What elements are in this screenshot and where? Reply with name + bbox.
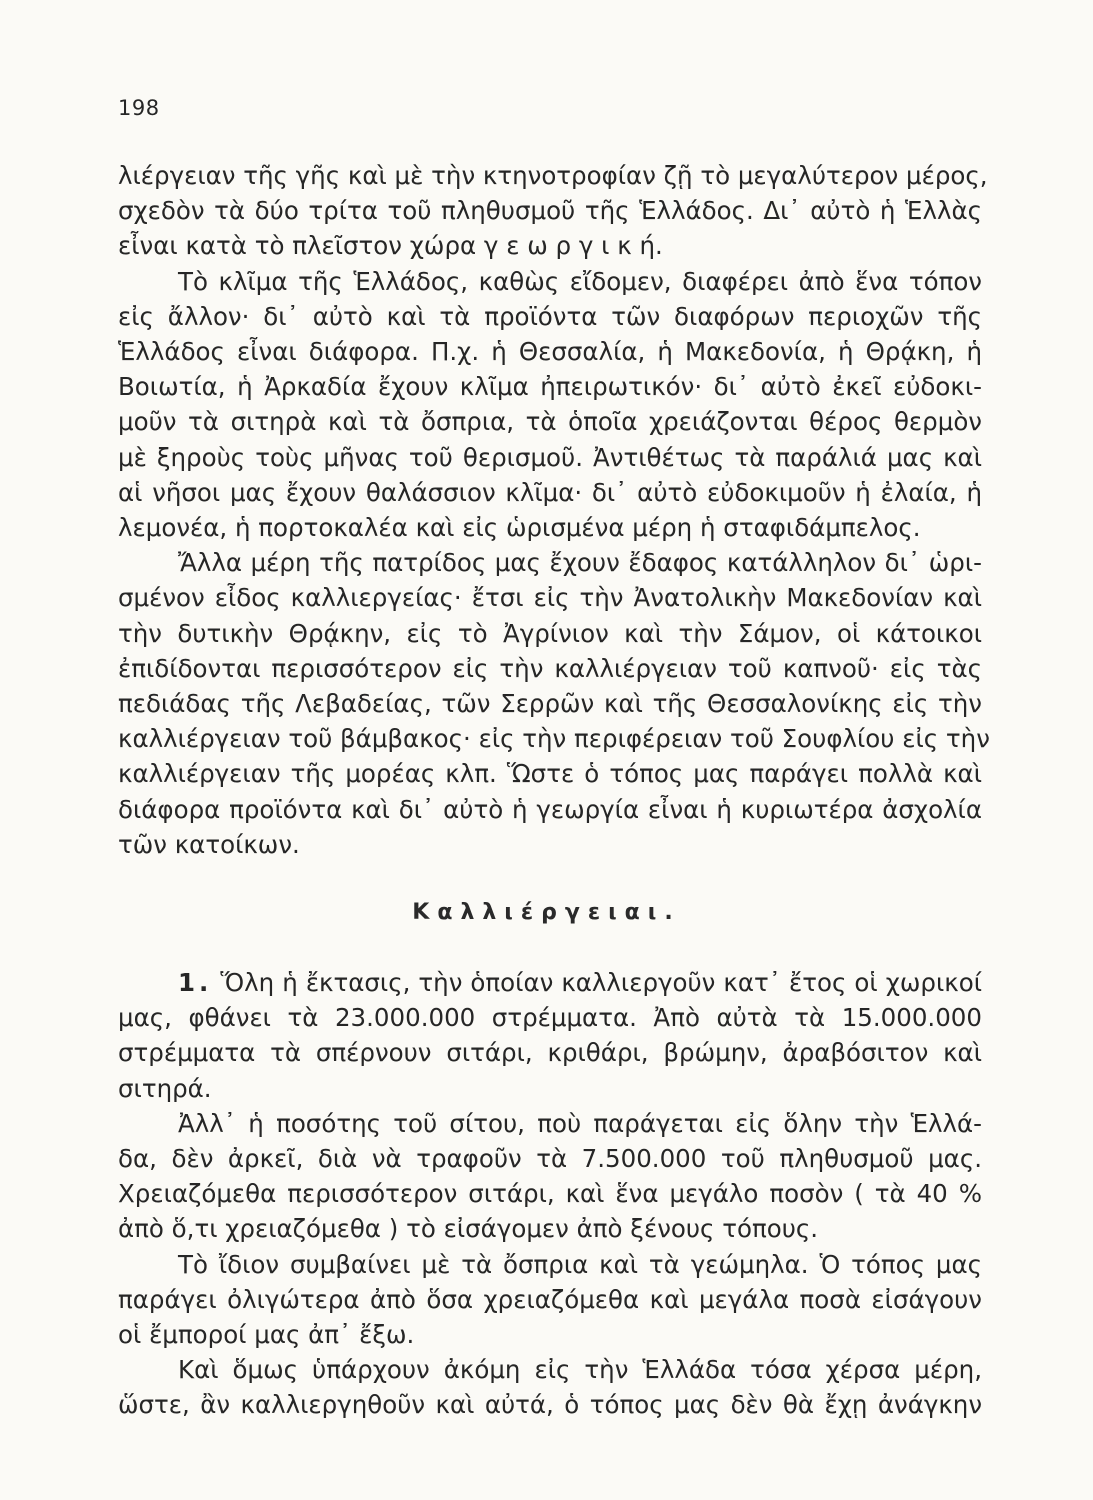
line-text: λιέργειαν τῆς γῆς καὶ μὲ τὴν κτηνοτροφίαν ζῇ τὸ μεγαλύτερον μέρος, (118, 161, 988, 190)
text-line (118, 510, 982, 545)
line-text: μας, φθάνει τὰ 23.000.000 στρέμματα. Ἀπὸ αὐτὰ τὰ 15.000.000 (118, 1003, 982, 1033)
line-text: λεμονέα, ἡ πορτοκαλέα καὶ εἰς ὡρισμένα μέρη ἡ σταφιδάμπελος. (118, 513, 921, 543)
line-text: παράγει ὀλιγώτερα ἀπὸ ὅσα χρειαζόμεθα καὶ μεγάλα ποσὰ εἰσάγουν (118, 1284, 982, 1314)
text-line (118, 264, 982, 299)
text-line (118, 686, 982, 721)
line-text: στρέμματα τὰ σπέρνουν σιτάρι, κριθάρι, βρώμην, ἀραβόσιτον καὶ (118, 1038, 982, 1068)
text-line (118, 1000, 982, 1035)
text-line (118, 1247, 982, 1282)
text-line (118, 158, 988, 193)
text-line (118, 475, 982, 510)
text-line (118, 369, 982, 404)
line-text: πεδιάδας τῆς Λεβαδείας, τῶν Σερρῶν καὶ τῆς Θεσσαλονίκης εἰς τὴν (118, 689, 982, 719)
text-line (118, 721, 990, 756)
line-text: δα, δὲν ἀρκεῖ, διὰ νὰ τραφοῦν τὰ 7.500.000 τοῦ πληθυσμοῦ μας. (118, 1144, 982, 1174)
line-text: Τὸ ἴδιον συμβαίνει μὲ τὰ ὄσπρια καὶ τὰ γεώμηλα. Ὁ τόπος μας (178, 1249, 982, 1279)
paragraph-block-1 (118, 158, 990, 862)
text-line (118, 616, 982, 651)
text-line (118, 1106, 982, 1141)
line-text: αἱ νῆσοι μας ἔχουν θαλάσσιον κλῖμα· δι᾽ αὐτὸ εὐδοκιμοῦν ἡ ἐλαία, ἡ (118, 477, 982, 507)
text-line (118, 1352, 982, 1387)
line-text: ἐπιδίδονται περισσότερον εἰς τὴν καλλιέργειαν τοῦ καπνοῦ· εἰς τὰς (118, 653, 982, 683)
section-heading: Καλλιέργειαι. (412, 900, 681, 925)
text-line (118, 1387, 982, 1422)
line-text: καλλιέργειαν τοῦ βάμβακος· εἰς τὴν περιφέρειαν τοῦ Σουφλίου εἰς τὴν (118, 724, 990, 754)
text-line (118, 1141, 982, 1176)
text-line (118, 1317, 982, 1352)
text-line (118, 193, 982, 228)
line-text: μὲ ξηροὺς τοὺς μῆνας τοῦ θερισμοῦ. Ἀντιθέτως τὰ παράλιά μας καὶ (118, 442, 982, 472)
line-text: εἶναι κατὰ τὸ πλεῖστον χώρα γ ε ω ρ γ ι κ ή. (118, 231, 663, 261)
text-line (118, 792, 982, 827)
line-text: διάφορα προϊόντα καὶ δι᾽ αὐτὸ ἡ γεωργία εἶναι ἡ κυριωτέρα ἀσχολία (118, 794, 982, 824)
text-line (118, 1176, 982, 1211)
text-line (118, 756, 982, 791)
text-line (118, 545, 982, 580)
text-line (118, 299, 982, 334)
text-line (118, 1211, 982, 1246)
line-text: Καὶ ὅμως ὑπάρχουν ἀκόμη εἰς τὴν Ἑλλάδα τόσα χέρσα μέρη, (178, 1355, 982, 1385)
text-line (118, 965, 982, 1000)
line-text: τῶν κατοίκων. (118, 829, 300, 859)
text-line (118, 228, 982, 263)
text-line (118, 580, 982, 615)
text-line (118, 404, 982, 439)
text-line (118, 827, 982, 862)
paragraph-block-2 (118, 965, 982, 1423)
line-text: Ἀλλ᾽ ἡ ποσότης τοῦ σίτου, ποὺ παράγεται εἰς ὅλην τὴν Ἑλλά- (178, 1108, 982, 1138)
line-text: ἀπὸ ὅ,τι χρειαζόμεθα ) τὸ εἰσάγομεν ἀπὸ ξένους τόπους. (118, 1214, 819, 1244)
text-line (118, 1282, 982, 1317)
line-text: οἱ ἔμποροί μας ἀπ᾽ ἔξω. (118, 1320, 415, 1350)
line-text: εἰς ἄλλον· δι᾽ αὐτὸ καὶ τὰ προϊόντα τῶν διαφόρων περιοχῶν τῆς (118, 301, 982, 331)
text-line (118, 651, 982, 686)
line-text: σχεδὸν τὰ δύο τρίτα τοῦ πληθυσμοῦ τῆς Ἑλλάδος. Δι᾽ αὐτὸ ἡ Ἑλλὰς (118, 196, 982, 226)
line-text: Ἑλλάδος εἶναι διάφορα. Π.χ. ἡ Θεσσαλία, ἡ Μακεδονία, ἡ Θρᾴκη, ἡ (118, 337, 982, 367)
line-text: μοῦν τὰ σιτηρὰ καὶ τὰ ὄσπρια, τὰ ὁποῖα χρειάζονται θέρος θερμὸν (118, 407, 982, 437)
line-text: Ὅλη ἡ ἔκτασις, τὴν ὁποίαν καλλιεργοῦν κατ᾽ ἔτος οἱ χωρικοί (220, 968, 982, 997)
line-text: σμένον εἶδος καλλιεργείας· ἔτσι εἰς τὴν Ἀνατολικὴν Μακεδονίαν καὶ (118, 583, 982, 613)
line-text: σιτηρά. (118, 1073, 212, 1103)
line-text: Τὸ κλῖμα τῆς Ἑλλάδος, καθὼς εἴδομεν, διαφέρει ἀπὸ ἕνα τόπον (178, 266, 982, 296)
line-text: Βοιωτία, ἡ Ἀρκαδία ἔχουν κλῖμα ἠπειρωτικόν· δι᾽ αὐτὸ ἐκεῖ εὐδοκι- (118, 372, 982, 402)
item-number: 1. (178, 968, 213, 997)
page-number: 198 (118, 96, 160, 120)
line-text: Χρειαζόμεθα περισσότερον σιτάρι, καὶ ἕνα μεγάλο ποσὸν ( τὰ 40 % (118, 1179, 982, 1209)
text-line (118, 334, 982, 369)
line-text: τὴν δυτικὴν Θρᾴκην, εἰς τὸ Ἀγρίνιον καὶ τὴν Σάμον, οἱ κάτοικοι (118, 618, 982, 648)
text-line (118, 1035, 982, 1070)
line-text: καλλιέργειαν τῆς μορέας κλπ. Ὥστε ὁ τόπος μας παράγει πολλὰ καὶ (118, 759, 982, 789)
line-text: Ἄλλα μέρη τῆς πατρίδος μας ἔχουν ἔδαφος κατάλληλον δι᾽ ὡρι- (178, 548, 982, 578)
text-line (118, 440, 982, 475)
line-text: ὥστε, ἂν καλλιεργηθοῦν καὶ αὐτά, ὁ τόπος μας δὲν θὰ ἔχῃ ἀνάγκην (118, 1390, 982, 1420)
text-line (118, 1071, 982, 1106)
